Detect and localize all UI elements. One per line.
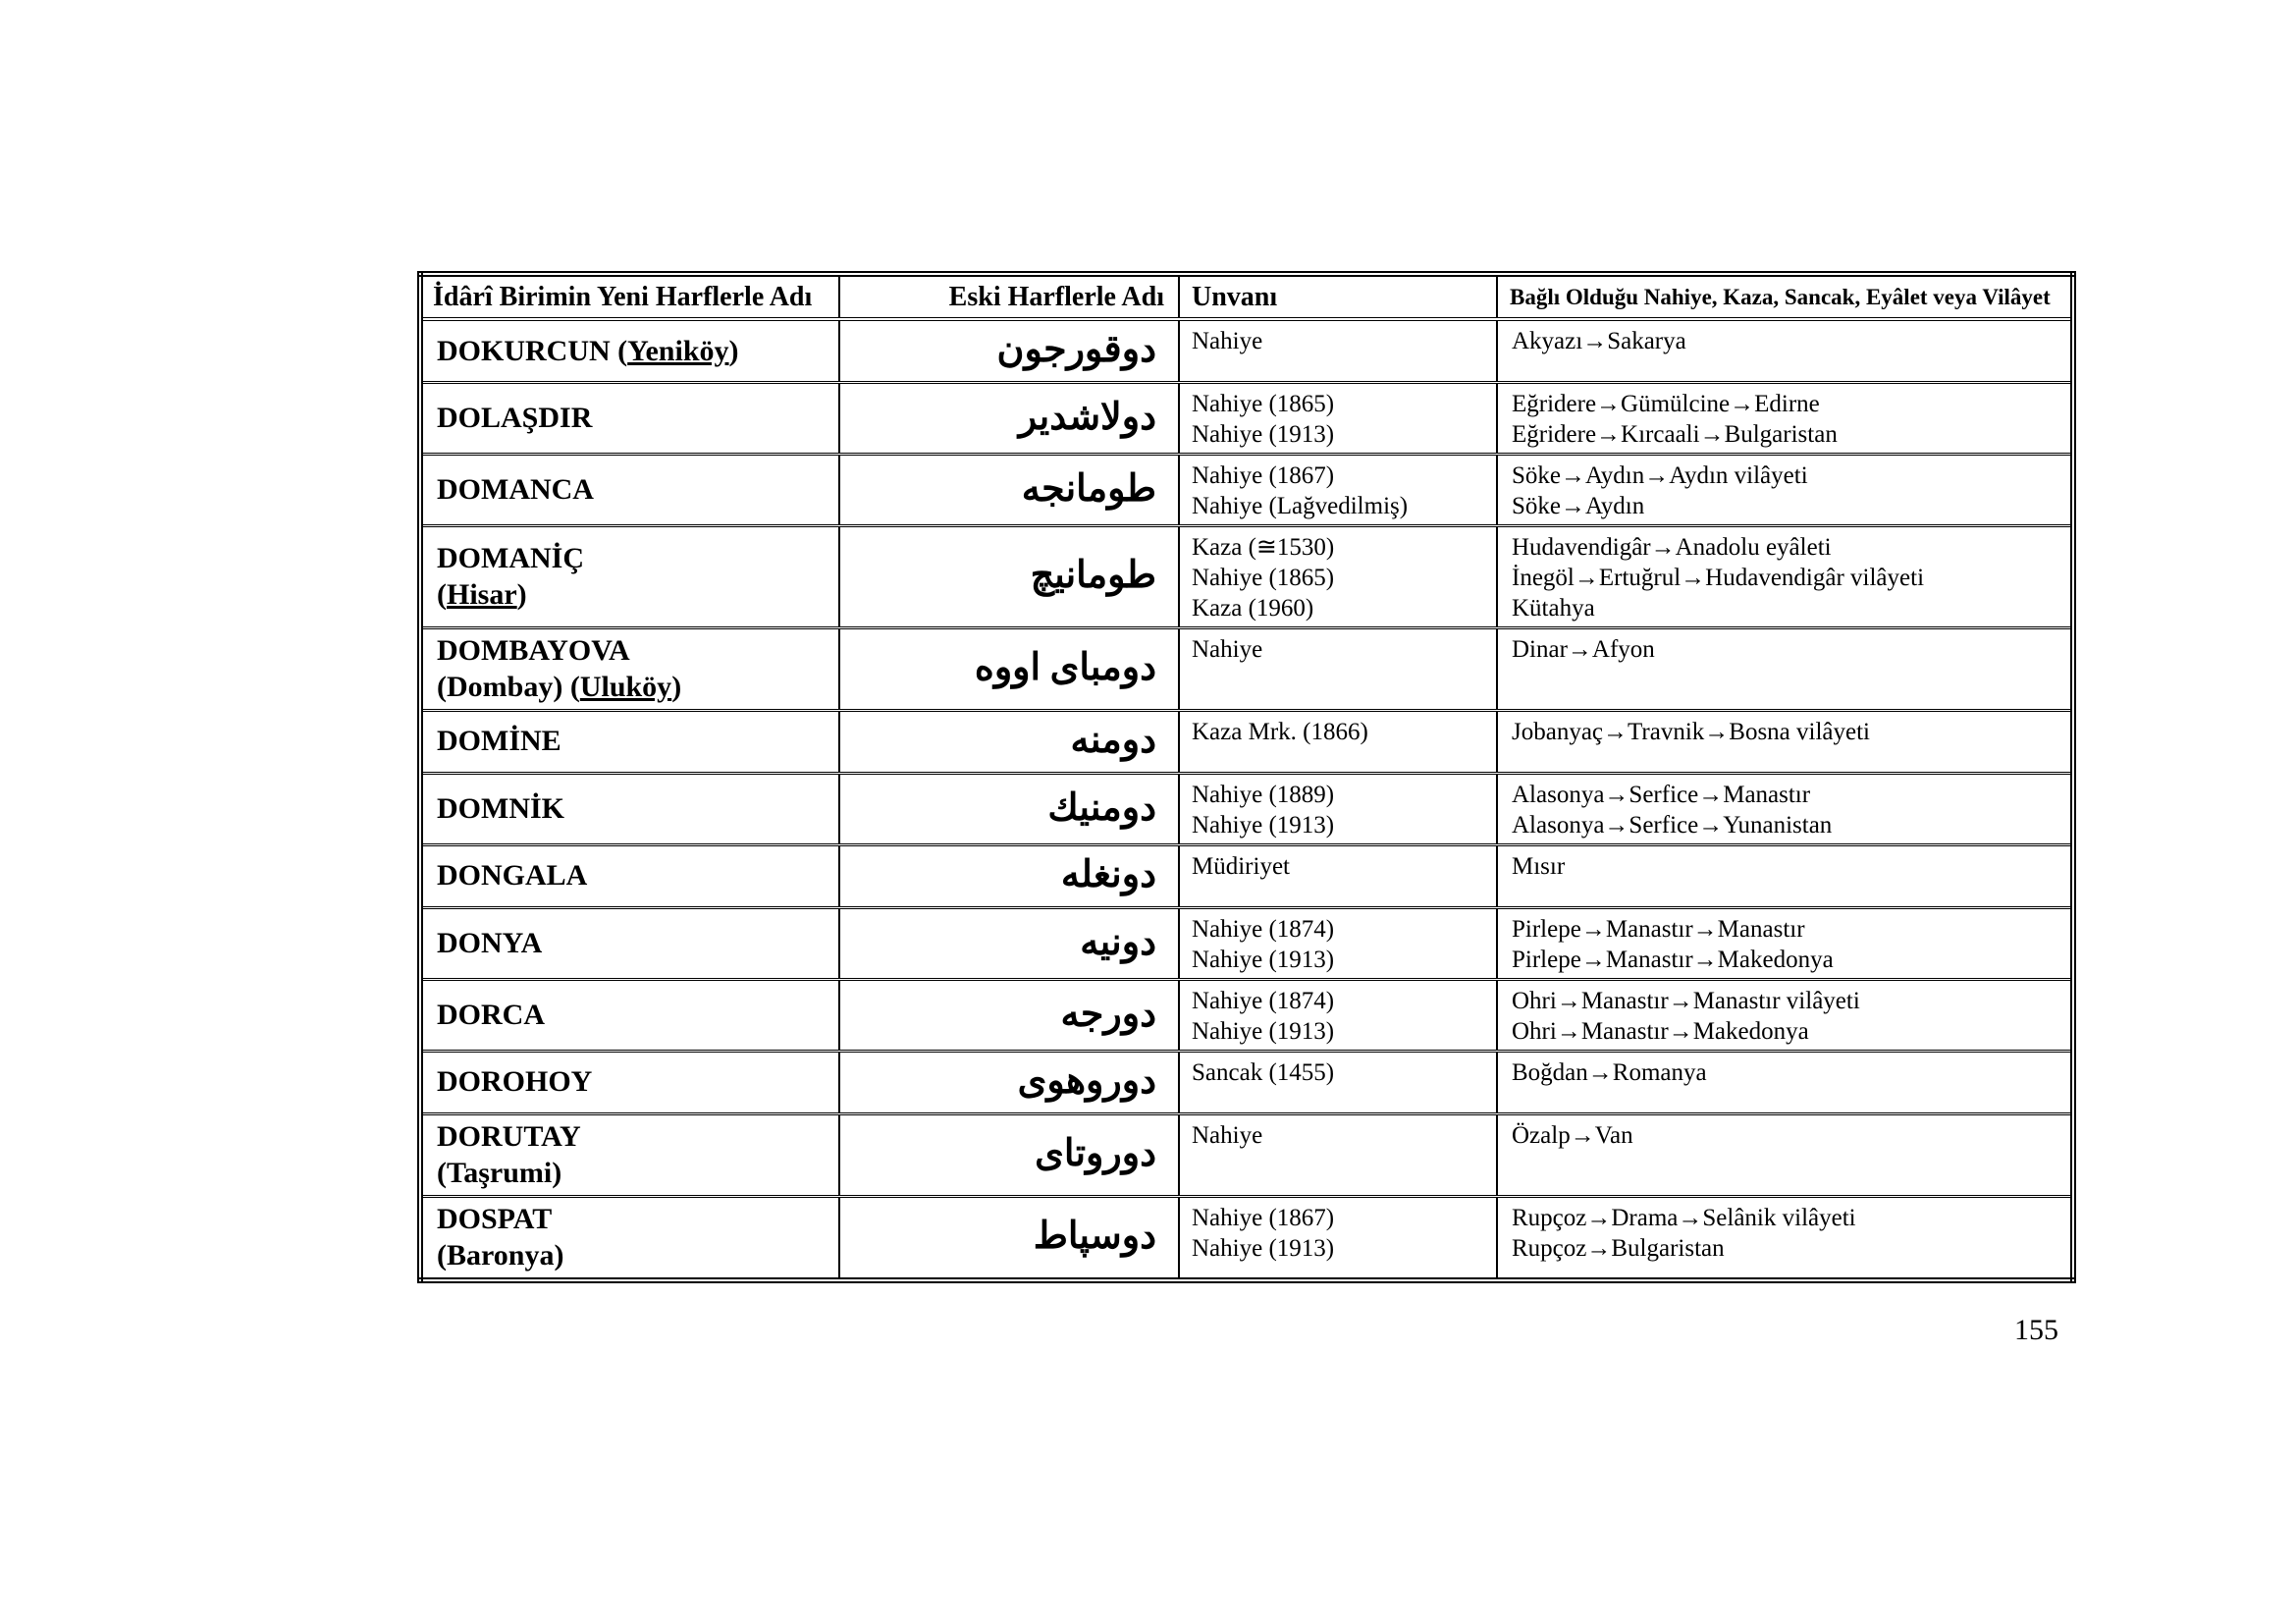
header-affiliation: Bağlı Olduğu Nahiye, Kaza, Sancak, Eyâlet veya Vilâyet (1497, 274, 2073, 319)
name-line (437, 723, 828, 760)
header-new-letters-name: İdârî Birimin Yeni Harflerle Adı (420, 274, 839, 319)
name-segment: ( (437, 578, 447, 611)
affiliation-line: Eğridere→Kırcaali→Bulgaristan (1512, 420, 1838, 448)
name-line (437, 632, 828, 670)
title-line: Nahiye (1913) (1192, 1234, 1335, 1262)
title-line: Nahiye (1874) (1192, 987, 1335, 1014)
name-cell (420, 1113, 839, 1196)
admin-units-table (417, 271, 2076, 1283)
affiliation-line: Alasonya→Serfice→Manastır (1512, 781, 1811, 808)
title-line: Sancak (1455) (1192, 1058, 1335, 1086)
affiliation-line: Eğridere→Gümülcine→Edirne (1512, 390, 1820, 417)
affiliation-cell (1497, 319, 2073, 382)
name-segment: DOLAŞDIR (437, 401, 593, 434)
affiliation-line: Pirlepe→Manastır→Manastır (1512, 915, 1805, 943)
name-segment: DOMNİK (437, 791, 564, 825)
name-segment: DONYA (437, 926, 543, 959)
name-segment: DOMANİÇ (437, 541, 584, 574)
name-segment: DONGALA (437, 859, 588, 893)
affiliation-line: Jobanyaç→Travnik→Bosna vilâyeti (1512, 718, 1871, 745)
ottoman-script-cell: طومانجه (839, 454, 1179, 525)
table-row (420, 627, 2073, 710)
ottoman-script-cell: دومباى اووه (839, 627, 1179, 710)
title-line: Nahiye (1913) (1192, 946, 1335, 973)
header-row (420, 274, 2073, 319)
affiliation-line: Rupçoz→Drama→Selânik vilâyeti (1512, 1204, 1856, 1231)
affiliation-line: Dinar→Afyon (1512, 635, 1655, 663)
admin-units-table-grid (417, 271, 2076, 1283)
title-cell (1179, 454, 1497, 525)
name-line (437, 1063, 828, 1101)
title-cell (1179, 844, 1497, 907)
name-segment: DOMBAYOVA (437, 633, 630, 667)
title-line: Kaza (1960) (1192, 594, 1314, 622)
title-line: Kaza Mrk. (1866) (1192, 718, 1368, 745)
table-row (420, 773, 2073, 844)
name-segment: DOSPAT (437, 1202, 553, 1235)
affiliation-line: Mısır (1512, 852, 1566, 880)
table-row (420, 382, 2073, 454)
ottoman-script-cell: دومنيك (839, 773, 1179, 844)
name-cell (420, 773, 839, 844)
title-line: Nahiye (1867) (1192, 461, 1335, 489)
affiliation-line: Boğdan→Romanya (1512, 1058, 1707, 1086)
table-row (420, 1113, 2073, 1196)
name-line (437, 857, 828, 894)
title-line: Nahiye (1889) (1192, 781, 1335, 808)
name-line (437, 471, 828, 509)
name-cell (420, 979, 839, 1051)
title-cell (1179, 1051, 1497, 1113)
name-line (437, 669, 828, 706)
name-cell (420, 454, 839, 525)
ottoman-script-cell: دوسپاط (839, 1196, 1179, 1280)
name-line (437, 540, 828, 577)
table-row (420, 1051, 2073, 1113)
title-line: Nahiye (1867) (1192, 1204, 1335, 1231)
title-cell (1179, 1113, 1497, 1196)
name-segment: (Baronya) (437, 1239, 564, 1272)
name-segment-underlined: Uluköy (579, 671, 672, 703)
name-line (437, 1201, 828, 1238)
title-line: Nahiye (1865) (1192, 564, 1335, 591)
header-old-letters-name: Eski Harflerle Adı (839, 274, 1179, 319)
page-number: 155 (2014, 1314, 2058, 1346)
ottoman-script-cell: دونغله (839, 844, 1179, 907)
affiliation-cell (1497, 979, 2073, 1051)
affiliation-line: Pirlepe→Manastır→Makedonya (1512, 946, 1834, 973)
header-title: Unvanı (1179, 274, 1497, 319)
affiliation-cell (1497, 844, 2073, 907)
affiliation-line: Söke→Aydın (1512, 492, 1645, 519)
table-row (420, 979, 2073, 1051)
ottoman-script-cell: طومانيچ (839, 525, 1179, 627)
ottoman-script-cell: دوروتاى (839, 1113, 1179, 1196)
name-segment: (Dombay) ( (437, 671, 580, 703)
affiliation-line: Alasonya→Serfice→Yunanistan (1512, 811, 1833, 839)
ottoman-script-cell: دونيه (839, 907, 1179, 979)
table-row (420, 1196, 2073, 1280)
affiliation-cell (1497, 1113, 2073, 1196)
table-row (420, 844, 2073, 907)
ottoman-script-cell: دوقورجون (839, 319, 1179, 382)
name-line (437, 333, 828, 370)
title-line: Nahiye (1874) (1192, 915, 1335, 943)
affiliation-cell (1497, 382, 2073, 454)
affiliation-cell (1497, 525, 2073, 627)
name-line (437, 400, 828, 437)
title-line: Nahiye (1192, 328, 1263, 354)
title-cell (1179, 627, 1497, 710)
table-row (420, 319, 2073, 382)
title-cell (1179, 907, 1497, 979)
name-segment: (Taşrumi) (437, 1157, 562, 1189)
table-row (420, 907, 2073, 979)
name-segment-underlined: Hisar (447, 578, 517, 611)
title-line: Nahiye (1192, 635, 1263, 663)
affiliation-line: Hudavendigâr→Anadolu eyâleti (1512, 533, 1832, 561)
name-cell (420, 907, 839, 979)
table-row (420, 710, 2073, 773)
name-cell (420, 1051, 839, 1113)
name-cell (420, 627, 839, 710)
name-segment: DOKURCUN ( (437, 334, 628, 367)
name-segment: ) (671, 671, 682, 703)
title-line: Nahiye (1913) (1192, 811, 1335, 839)
title-line: Nahiye (1913) (1192, 420, 1335, 448)
name-line (437, 1237, 828, 1274)
name-line (437, 1155, 828, 1192)
affiliation-line: Söke→Aydın→Aydın vilâyeti (1512, 461, 1808, 489)
affiliation-line: Kütahya (1512, 594, 1595, 622)
name-line (437, 1118, 828, 1156)
name-cell (420, 319, 839, 382)
affiliation-line: Ohri→Manastır→Makedonya (1512, 1017, 1809, 1045)
ottoman-script-cell: دورجه (839, 979, 1179, 1051)
affiliation-cell (1497, 454, 2073, 525)
name-line (437, 790, 828, 828)
name-segment: DORUTAY (437, 1119, 581, 1153)
title-line: Nahiye (1865) (1192, 390, 1335, 417)
name-line (437, 997, 828, 1034)
title-cell (1179, 525, 1497, 627)
name-cell (420, 1196, 839, 1280)
affiliation-cell (1497, 1196, 2073, 1280)
name-cell (420, 710, 839, 773)
name-segment: DOMİNE (437, 725, 561, 758)
name-cell (420, 382, 839, 454)
name-line (437, 576, 828, 614)
table-row (420, 454, 2073, 525)
name-segment: ) (728, 334, 739, 367)
title-line: Nahiye (1192, 1121, 1263, 1149)
title-line: Nahiye (1913) (1192, 1017, 1335, 1045)
table-row (420, 525, 2073, 627)
affiliation-line: Ohri→Manastır→Manastır vilâyeti (1512, 987, 1860, 1014)
title-cell (1179, 979, 1497, 1051)
name-cell (420, 525, 839, 627)
name-segment: ) (516, 578, 527, 611)
name-segment: DOMANCA (437, 472, 594, 506)
name-segment-underlined: Yeniköy (627, 334, 729, 367)
affiliation-line: İnegöl→Ertuğrul→Hudavendigâr vilâyeti (1512, 564, 1925, 591)
ottoman-script-cell: دولاشدير (839, 382, 1179, 454)
affiliation-line: Akyazı→Sakarya (1512, 328, 1686, 354)
title-cell (1179, 319, 1497, 382)
title-line: Kaza (≅1530) (1192, 533, 1335, 561)
title-line: Nahiye (Lağvedilmiş) (1192, 492, 1409, 519)
name-line (437, 925, 828, 962)
affiliation-line: Rupçoz→Bulgaristan (1512, 1234, 1725, 1262)
title-cell (1179, 710, 1497, 773)
affiliation-line: Özalp→Van (1512, 1121, 1633, 1149)
title-cell (1179, 382, 1497, 454)
name-cell (420, 844, 839, 907)
title-cell (1179, 1196, 1497, 1280)
title-line: Müdiriyet (1192, 852, 1290, 880)
ottoman-script-cell: دوروهوى (839, 1051, 1179, 1113)
affiliation-cell (1497, 907, 2073, 979)
name-segment: DOROHOY (437, 1065, 593, 1099)
affiliation-cell (1497, 773, 2073, 844)
affiliation-cell (1497, 1051, 2073, 1113)
title-cell (1179, 773, 1497, 844)
affiliation-cell (1497, 710, 2073, 773)
name-segment: DORCA (437, 998, 545, 1031)
affiliation-cell (1497, 627, 2073, 710)
ottoman-script-cell: دومنه (839, 710, 1179, 773)
